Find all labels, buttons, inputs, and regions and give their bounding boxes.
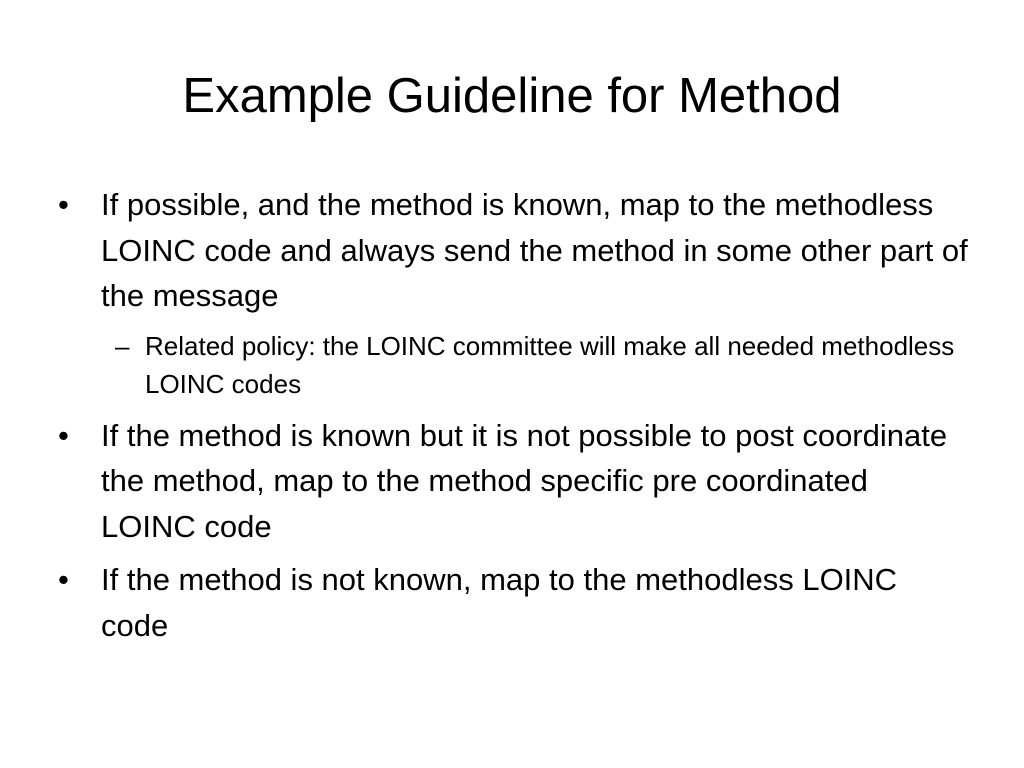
slide-title: Example Guideline for Method (182, 69, 842, 123)
bullet-item (56, 557, 971, 648)
bullet-marker: • (58, 562, 69, 597)
bullet-marker: • (58, 187, 69, 222)
bullet-text: If the method is known but it is not possible to post coordinate the method, map to the method specific pre coordinated LOINC code (101, 417, 948, 544)
bullet-text: If possible, and the method is known, map to the methodless LOINC code and always send the method in some other part of the message (101, 187, 968, 313)
sub-bullet-item (56, 327, 971, 403)
bullet-item (56, 413, 971, 550)
sub-bullet-marker: – (115, 330, 130, 361)
slide-body (56, 182, 971, 656)
sub-bullet-text: Related policy: the LOINC committee will make all needed methodless LOINC codes (145, 330, 955, 399)
bullet-item (56, 182, 971, 319)
bullet-marker: • (58, 417, 69, 453)
bullet-text: If the method is not known, map to the methodless LOINC code (101, 562, 898, 643)
